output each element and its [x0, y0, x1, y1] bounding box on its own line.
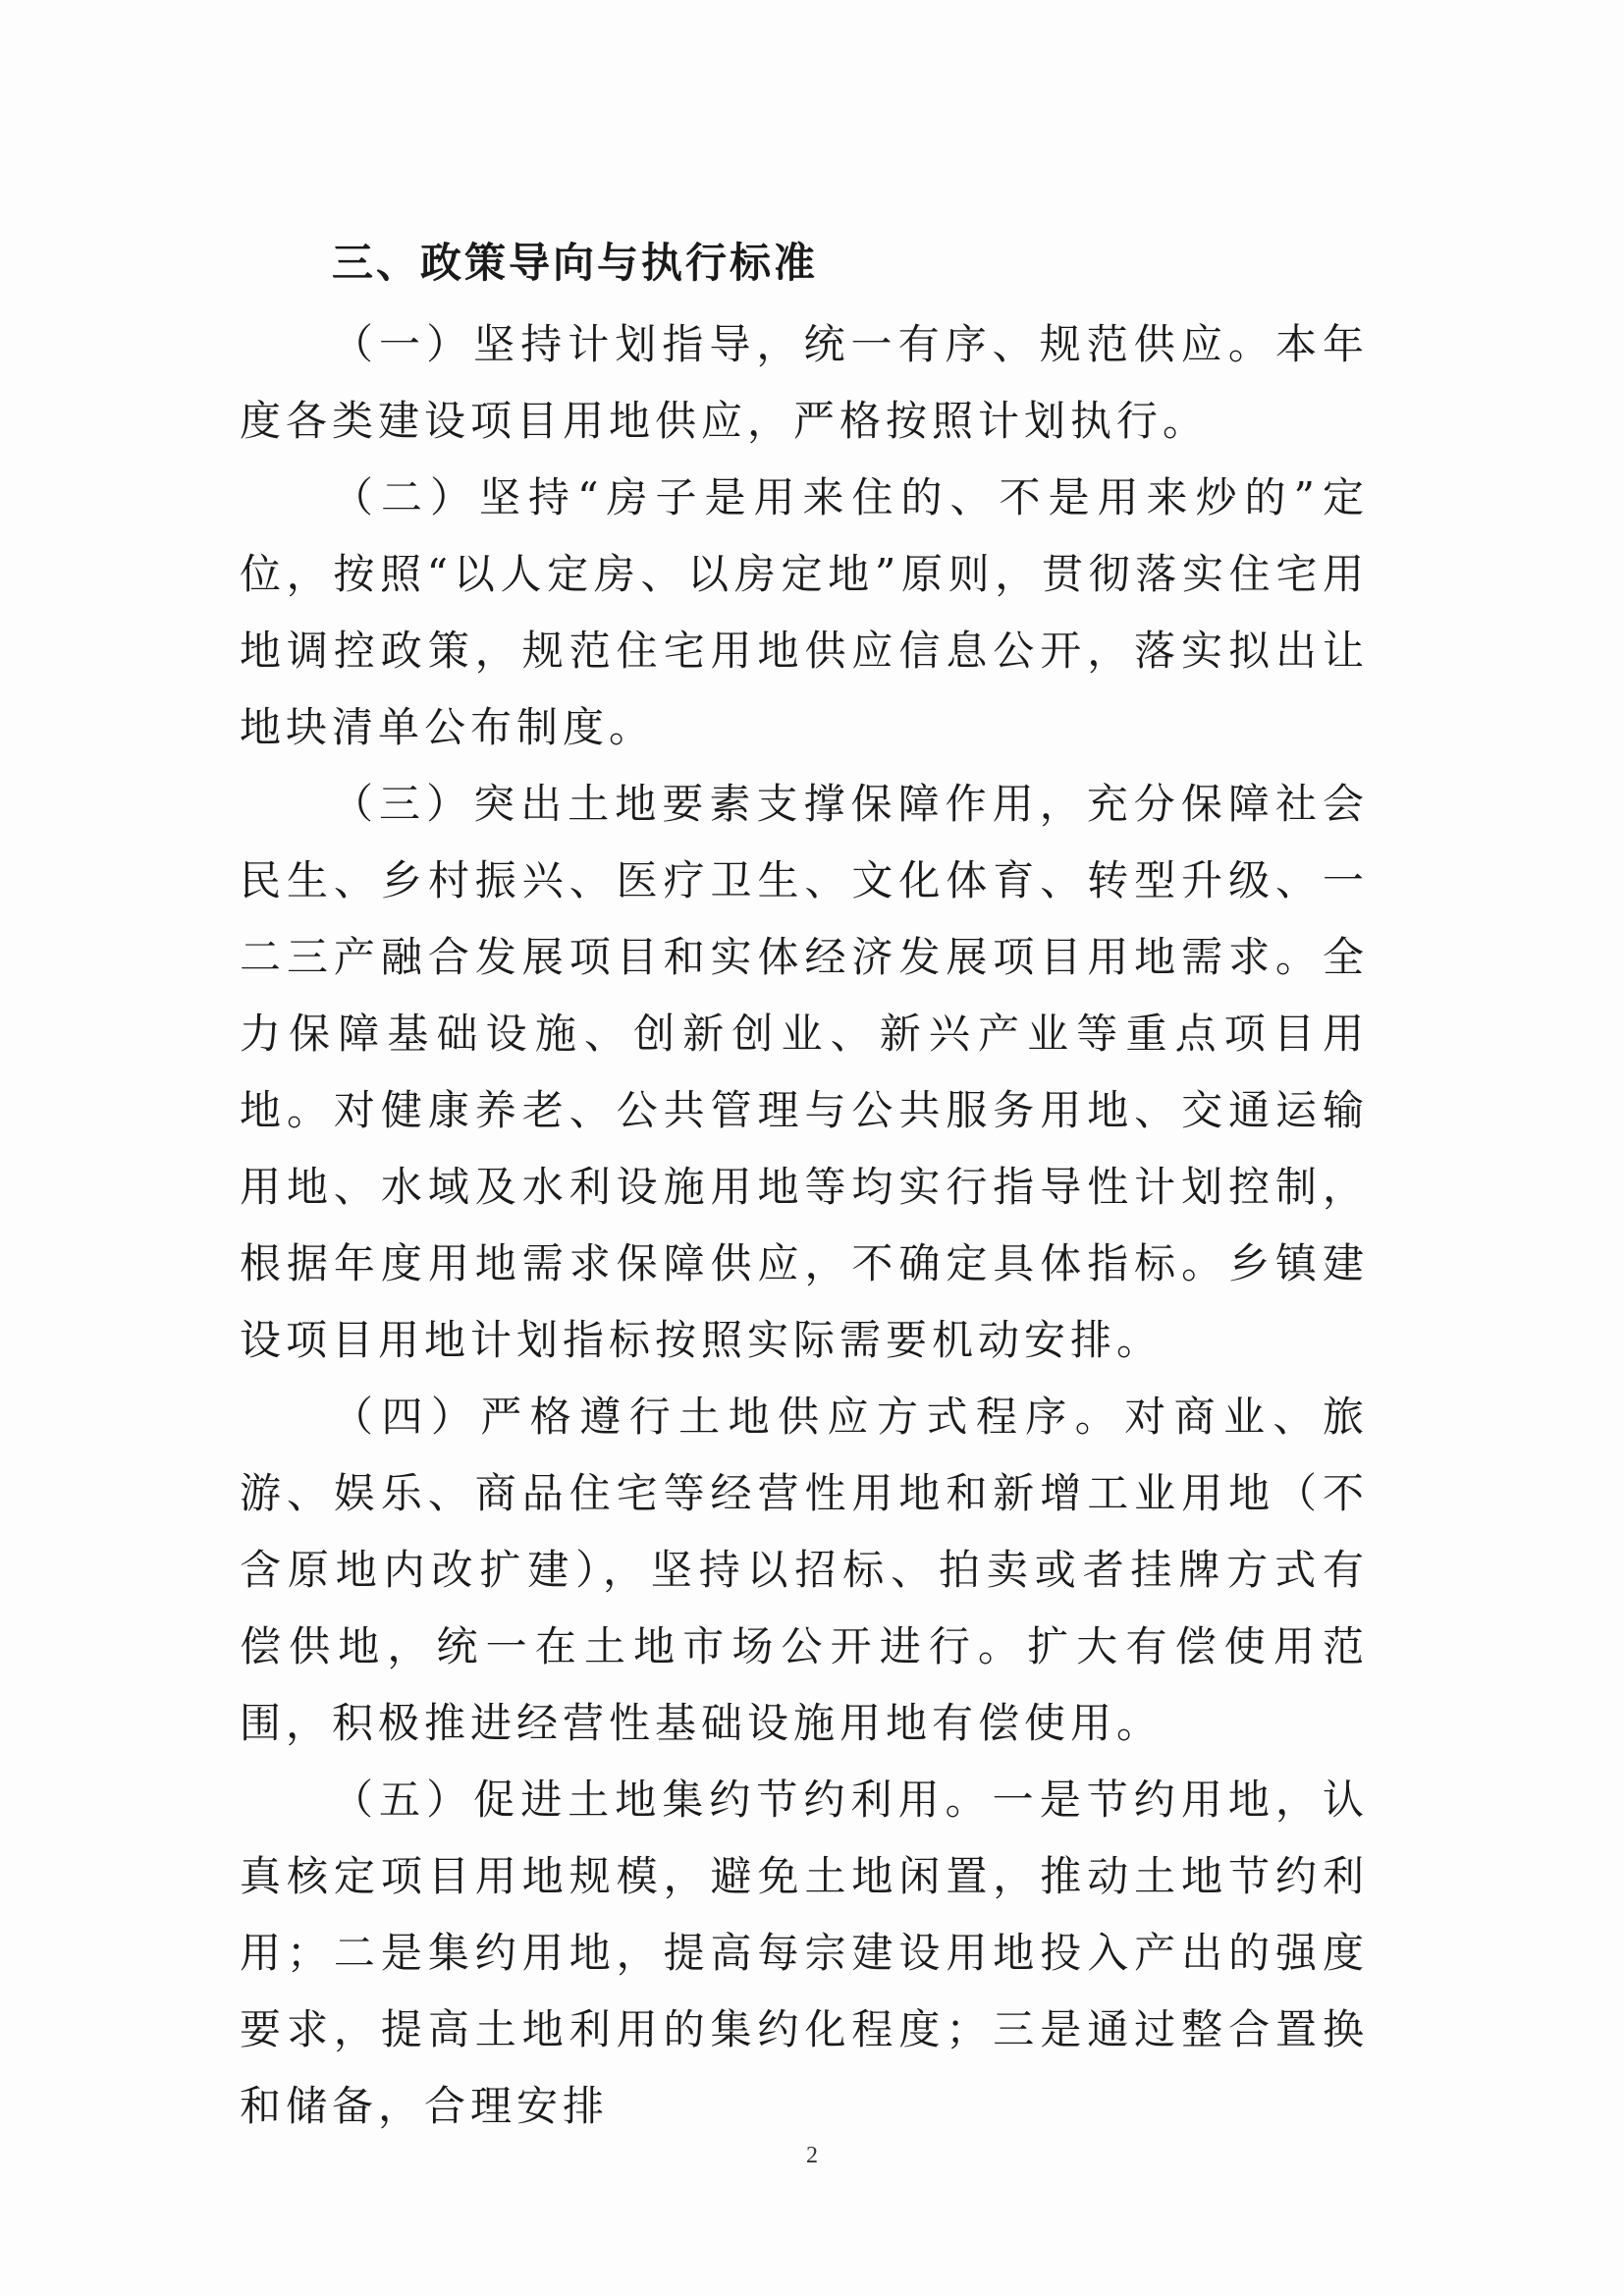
- page-number: 2: [806, 2143, 818, 2168]
- paragraph-2: （二）坚持“房子是用来住的、不是用来炒的”定位，按照“以人定房、以房定地”原则，贯彻落实住宅用地调控政策，规范住宅用地供应信息公开，落实拟出让地块清单公布制度。: [240, 473, 1369, 751]
- paragraph-5: （五）促进土地集约节约利用。一是节约用地，认真核定项目用地规模，避免土地闲置，推动土地节约利用；二是集约用地，提高每宗建设用地投入产出的强度要求，提高土地利用的集约化程度；三是通过整合置换和储备，合理安排: [240, 1776, 1369, 2130]
- document-body: [240, 234, 1369, 2145]
- section-heading: 三、政策导向与执行标准: [332, 239, 819, 287]
- paragraph-3: （三）突出土地要素支撑保障作用，充分保障社会民生、乡村振兴、医疗卫生、文化体育、转型升级、一二三产融合发展项目和实体经济发展项目用地需求。全力保障基础设施、创新创业、新兴产业等重点项目用地。对健康养老、公共管理与公共服务用地、交通运输用地、水域及水利设施用地等均实行指导性计划控制，根据年度用地需求保障供应，不确定具体指标。乡镇建设项目用地计划指标按照实际需要机动安排。: [240, 780, 1369, 1364]
- paragraph-4: （四）严格遵行土地供应方式程序。对商业、旅游、娱乐、商品住宅等经营性用地和新增工业用地（不含原地内改扩建），坚持以招标、拍卖或者挂牌方式有偿供地，统一在土地市场公开进行。扩大有偿使用范围，积极推进经营性基础设施用地有偿使用。: [240, 1393, 1369, 1747]
- paragraph-1: （一）坚持计划指导，统一有序、规范供应。本年度各类建设项目用地供应，严格按照计划执行。: [240, 320, 1369, 445]
